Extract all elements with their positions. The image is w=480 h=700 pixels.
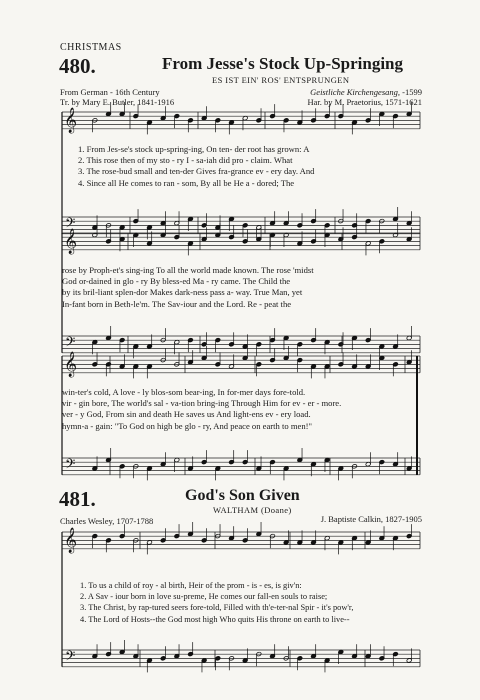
lyric-line: 3. The rose-bud small and ten-der Gives fra-grance ev - ery day. And [78,166,315,177]
lyric-line: 1. From Jes-se's stock up-spring-ing, On ten- der root has grown: A [78,144,310,154]
lyric-line: 4. The Lord of Hosts--the God most high Who quits His throne on earth to live-- [80,614,350,624]
lyric-line: 2. A Sav - iour born in love su-preme, He comes our fall-en souls to raise; [80,592,328,602]
lyrics-system-3 [62,387,341,432]
lyric-line: 3. The Christ, by rap-tured seers fore-told, Filled with th'e-ter-nal Spir - it's pow'r, [80,603,354,613]
hymn-title: From Jesse's Stock Up-Springing [162,54,404,73]
h481-s1-treble-clef: 𝄞 [64,528,78,553]
hymn-number: 481. [59,487,96,511]
harmonization-credit: Har. by M. Praetorius, 1571-1621 [307,97,422,107]
lyrics-hymn-481 [80,580,353,625]
h480-s1-bass-clef: 𝄢 [65,215,76,234]
lyrics-system-2 [62,265,314,310]
lyric-line: ver - y God, From sin and death He saves us And light-ens ev - ery load. [62,409,311,420]
lyric-line: rose by Proph-et's sing-ing To all the world made known. The rose 'midst [62,265,314,275]
tune-source-date: -1599 [400,87,422,97]
section-heading: CHRISTMAS [60,42,122,53]
h480-s1-treble-clef: 𝄞 [64,108,78,133]
hymn-title: God's Son Given [185,487,300,504]
lyric-line: God or-dained in glo - ry By bless-ed Ma - ry came. The Child the [62,276,291,287]
lyric-line: vir - gin bore, The world's sal - va-tion bring-ing Through Him for ev - er - more. [62,398,342,409]
lyric-line: 1. To us a child of roy - al birth, Heir of the prom - is - es, is giv'n: [80,581,302,590]
text-source-credit: From German - 16th Century [60,87,160,97]
composer-credit: J. Baptiste Calkin, 1827-1905 [320,514,422,524]
h480-s2-bass-clef: 𝄢 [65,334,76,353]
tune-name: WALTHAM (Doane) [213,505,292,515]
tune-name: ES IST EIN' ROS' ENTSPRUNGEN [212,75,350,85]
h480-s2-treble-clef: 𝄞 [64,229,78,254]
lyric-line: In-fant born in Beth-le'm. The Sav-iour and the Lord. Re - peat the [62,298,292,309]
translator-credit: Tr. by Mary E. Butler, 1841-1916 [60,97,175,107]
h480-s3-bass-clef: 𝄢 [65,456,76,475]
h480-s3-treble-clef: 𝄞 [64,352,78,377]
lyric-line: win-ter's cold, A love - ly blos-som bear-ing, In for-mer days fore-told. [62,387,306,397]
tune-source-name: Geistliche Kirchengesang, [310,87,401,97]
lyrics-system-1 [78,144,314,189]
text-author-credit: Charles Wesley, 1707-1788 [60,516,154,526]
lyric-line: hymn-a - gain: "To God on high be glo - ry, And peace on earth to men!" [62,420,312,431]
lyric-line: 2. This rose then of my sto - ry I - sa-iah did pro - claim. What [78,155,293,166]
lyric-line: by its bril-liant splen-dor Makes dark-ness pass a- way. True Man, yet [62,287,303,298]
lyric-line: 4. Since all He comes to ran - som, By all be He a - dored; The [78,177,295,188]
hymn-number: 480. [59,54,96,78]
h481-s1-bass-clef: 𝄢 [65,648,76,667]
